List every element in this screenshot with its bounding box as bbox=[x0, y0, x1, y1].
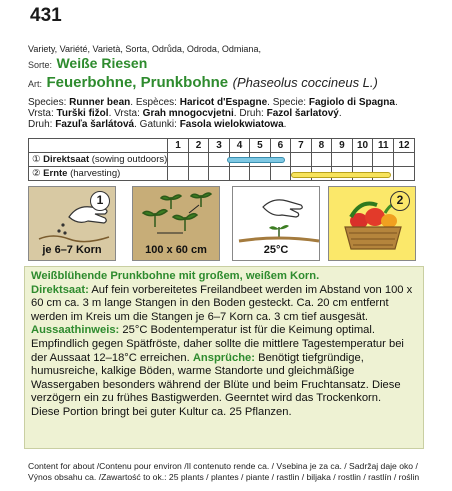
month-cell bbox=[332, 153, 352, 167]
species-translation-label: . bbox=[283, 119, 287, 130]
month-cell bbox=[311, 153, 331, 167]
species-translations-1 bbox=[28, 97, 398, 108]
species-translation-name: Fasola wielokwiatowa bbox=[179, 119, 284, 130]
calendar-row-label bbox=[29, 167, 168, 181]
species-translation-label: . bbox=[394, 97, 398, 108]
month-cell bbox=[168, 153, 188, 167]
latin-name: (Phaseolus coccineus L.) bbox=[232, 75, 378, 90]
row-note: (sowing outdoors) bbox=[91, 154, 168, 165]
step-badge: 2 bbox=[390, 191, 410, 211]
tile-temperature bbox=[232, 186, 320, 261]
month-cell bbox=[270, 167, 290, 181]
species-translations-3 bbox=[28, 119, 286, 130]
month-cell bbox=[188, 167, 208, 181]
description-box bbox=[24, 266, 424, 449]
content-footer bbox=[28, 461, 419, 483]
species-translation-name: Fazuľa šarlátová bbox=[55, 119, 135, 130]
aussaat-label: Aussaathinweis: bbox=[31, 324, 120, 337]
species-translation-label: . Gatunki: bbox=[134, 119, 180, 130]
month-header-4: 4 bbox=[229, 139, 249, 153]
sowing-calendar bbox=[28, 138, 415, 182]
species-translation-label: Druh: bbox=[28, 119, 56, 130]
month-cell bbox=[188, 153, 208, 167]
month-header-6: 6 bbox=[270, 139, 290, 153]
calendar-header-row bbox=[29, 139, 415, 153]
direktsaat-text: Auf fein vorbereitetes Freilandbeet werden im Abstand von 100 x 60 cm ca. 3 m lange Stangen in den Boden gesteckt. Ca. 20 cm entfernt werden im Kreis um die Stangen je 6–7 Korn ca. 3 cm tief ausgesät. bbox=[31, 283, 413, 323]
month-cell bbox=[394, 153, 415, 167]
hand-seed-warmth-icon bbox=[233, 187, 321, 243]
species-translation-name: Runner bean bbox=[69, 97, 131, 108]
species-translation-name: Haricot d'Espagne bbox=[179, 97, 268, 108]
seedling-spacing-icon bbox=[133, 187, 221, 243]
month-cell bbox=[352, 153, 373, 167]
calendar-row-sowing bbox=[29, 153, 415, 167]
month-cell bbox=[373, 153, 394, 167]
direktsaat-label: Direktsaat: bbox=[31, 283, 89, 296]
art-label: Art: bbox=[28, 79, 43, 89]
step-badge: 1 bbox=[90, 191, 110, 211]
species-translations-2 bbox=[28, 108, 342, 119]
species-translation-label: . Vrsta: bbox=[108, 108, 143, 119]
variety-line: Variety, Variété, Varietà, Sorta, Odrůda, Odroda, Odmiana, bbox=[28, 44, 261, 54]
tile-caption: 100 x 60 cm bbox=[145, 244, 207, 256]
footer-line-2: Výnos obsahu ca. /Zawartość to ok.: 25 plants / plantes / piante / rastlin / biljaka / rostlin / rastlín / roślin bbox=[28, 472, 420, 482]
variety-name: Weiße Riesen bbox=[56, 55, 148, 71]
month-cell bbox=[229, 167, 249, 181]
species-translation-name: Grah mnogocvjetni bbox=[142, 108, 234, 119]
species-translation-label: Vrsta: bbox=[28, 108, 57, 119]
tile-harvest bbox=[328, 186, 416, 261]
sorte-label: Sorte: bbox=[28, 60, 53, 70]
row-name: Direktsaat bbox=[43, 154, 90, 165]
tile-caption: 25°C bbox=[263, 244, 289, 256]
calendar-header-blank bbox=[29, 139, 168, 153]
description-headline: Weißblühende Prunkbohne mit großem, weißem Korn. bbox=[31, 270, 320, 282]
month-header-8: 8 bbox=[311, 139, 331, 153]
portion-text: Diese Portion bringt bei guter Kultur ca. 25 Pflanzen. bbox=[31, 405, 292, 418]
species-translation-label: . bbox=[338, 108, 342, 119]
aussaat-text: 25°C Bodentemperatur ist für die Keimung optimal. Empfindlich gegen Spätfröste, daher sollte die mittlere Tagestemperatur bei der Aussaat 12–18°C erreichen. bbox=[31, 324, 404, 364]
species-translation-name: Turški fižol bbox=[56, 108, 109, 119]
month-cell bbox=[250, 167, 270, 181]
month-cell bbox=[291, 153, 311, 167]
row-name: Ernte bbox=[43, 168, 68, 179]
ansprueche-label: Ansprüche: bbox=[192, 351, 255, 364]
species-translation-label: . Specie: bbox=[267, 97, 309, 108]
variety-row bbox=[28, 55, 147, 73]
species-translation-name: Fagiolo di Spagna bbox=[308, 97, 395, 108]
month-header-5: 5 bbox=[250, 139, 270, 153]
tile-spacing bbox=[132, 186, 220, 261]
species-name: Feuerbohne, Prunkbohne bbox=[46, 74, 229, 91]
footer-line-1: Content for about /Contenu pour environ /Il contenuto rende ca. / Vsebina je za ca. / Sadržaj daje oko / bbox=[28, 461, 418, 471]
month-header-1: 1 bbox=[168, 139, 188, 153]
species-translation-label: Species: bbox=[28, 97, 70, 108]
sowing-period-bar bbox=[227, 157, 285, 163]
species-translation-name: Fazol šarlatový bbox=[266, 108, 339, 119]
month-header-7: 7 bbox=[291, 139, 311, 153]
calendar-row-label bbox=[29, 153, 168, 167]
month-cell bbox=[168, 167, 188, 181]
month-header-12: 12 bbox=[394, 139, 415, 153]
instruction-tiles bbox=[28, 186, 418, 264]
row-marker: ① bbox=[32, 154, 41, 165]
ansprueche-text: Benötigt tiefgründige, humusreiche, kalkige Böden, warme Standorte und gleichmäßige Wassergaben besonders während der Blüte und beim Fruchtansatz. Diese verzögern ein zu frühes Bastigwerden. Geerntet wird das Trockenkorn. bbox=[31, 351, 401, 405]
month-cell bbox=[394, 167, 415, 181]
harvest-period-bar bbox=[291, 172, 391, 178]
month-header-3: 3 bbox=[209, 139, 229, 153]
month-cell bbox=[209, 167, 229, 181]
month-header-2: 2 bbox=[188, 139, 208, 153]
tile-sowing bbox=[28, 186, 116, 261]
month-header-9: 9 bbox=[332, 139, 352, 153]
species-translation-label: . Espèces: bbox=[130, 97, 180, 108]
month-header-10: 10 bbox=[352, 139, 373, 153]
month-header-11: 11 bbox=[373, 139, 394, 153]
row-marker: ② bbox=[32, 168, 41, 179]
tile-caption: je 6–7 Korn bbox=[42, 244, 102, 256]
packet-number: 431 bbox=[30, 5, 62, 26]
species-translation-label: . Druh: bbox=[233, 108, 267, 119]
row-note: (harvesting) bbox=[70, 168, 121, 179]
species-row bbox=[28, 74, 378, 92]
